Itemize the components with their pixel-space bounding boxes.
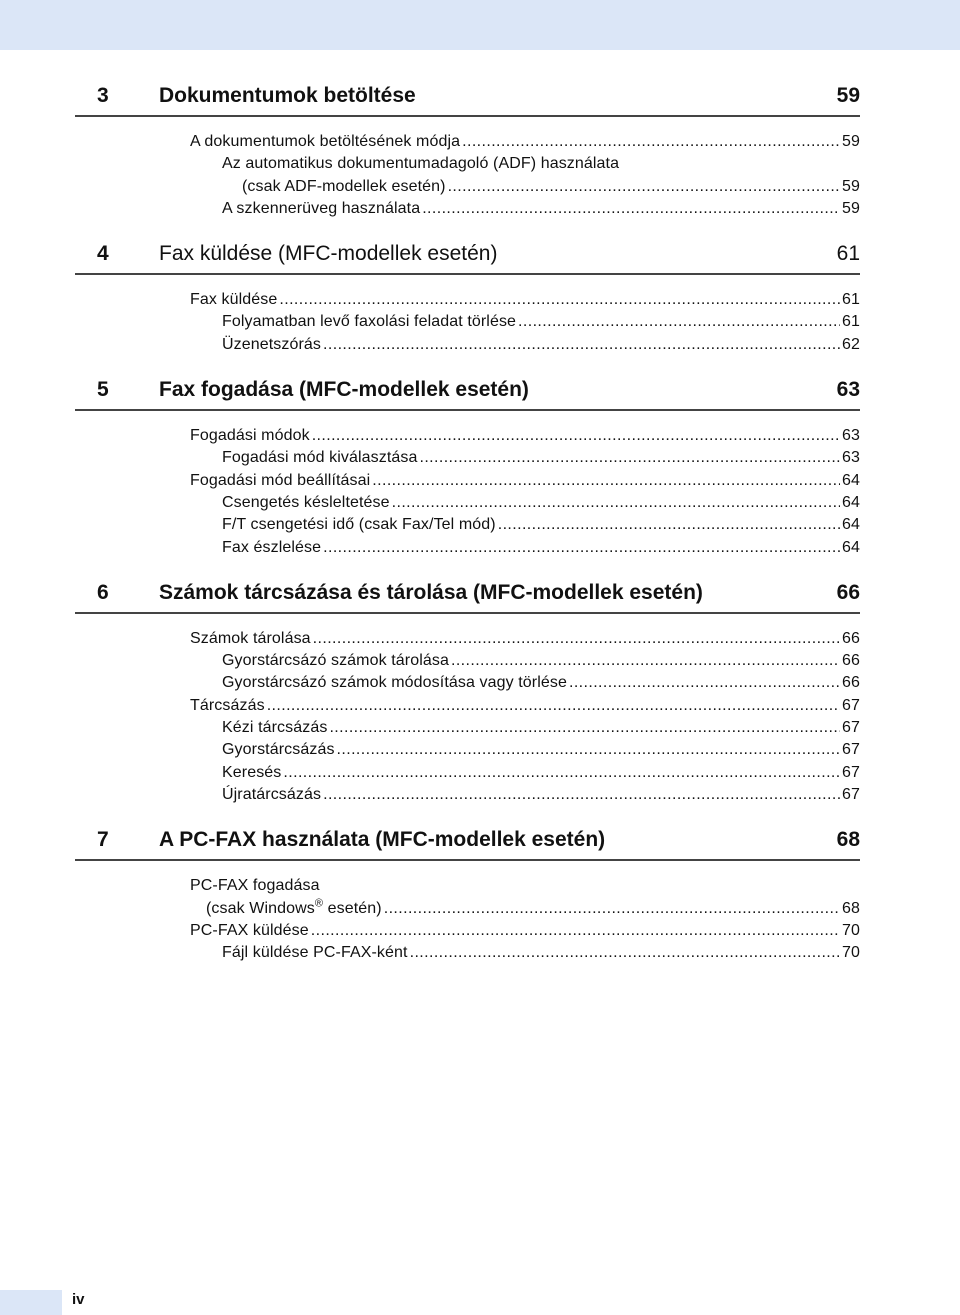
toc-entry-label-tail: esetén) bbox=[323, 899, 382, 917]
chapter-number: 5 bbox=[97, 378, 109, 402]
dot-leader bbox=[337, 739, 840, 761]
toc-entry-page: 67 bbox=[842, 696, 860, 714]
toc-entry[interactable] bbox=[75, 628, 860, 650]
toc-entry-page: 68 bbox=[842, 899, 860, 917]
dot-leader bbox=[422, 198, 840, 220]
footer-page-label: iv bbox=[72, 1291, 85, 1308]
toc-entry[interactable] bbox=[75, 762, 860, 784]
toc-entry-label: Keresés bbox=[222, 763, 282, 781]
toc-entry[interactable] bbox=[75, 492, 860, 514]
chapter-heading[interactable] bbox=[75, 84, 860, 117]
dot-leader bbox=[498, 514, 840, 536]
dot-leader bbox=[313, 628, 840, 650]
toc-entry-label: Gyorstárcsázó számok tárolása bbox=[222, 652, 449, 670]
registered-mark: ® bbox=[314, 897, 324, 910]
toc-entry[interactable] bbox=[75, 470, 860, 492]
toc-entry-label: PC-FAX küldése bbox=[190, 921, 309, 939]
toc-entry[interactable] bbox=[75, 717, 860, 739]
toc-entry-page: 63 bbox=[842, 427, 860, 445]
toc-entry-line1[interactable] bbox=[75, 875, 860, 897]
header-band bbox=[0, 0, 960, 50]
toc-entry-page: 70 bbox=[842, 921, 860, 939]
chapter-4 bbox=[75, 242, 860, 356]
toc-entry-page: 70 bbox=[842, 944, 860, 962]
toc-entry-page: 66 bbox=[842, 629, 860, 647]
chapter-number: 3 bbox=[97, 84, 109, 107]
chapter-title: Számok tárcsázása és tárolása (MFC-modellek esetén) bbox=[159, 580, 703, 604]
chapter-page: 59 bbox=[836, 84, 860, 107]
toc-entry[interactable] bbox=[75, 920, 860, 942]
toc-entry-page: 67 bbox=[842, 763, 860, 781]
toc-entry[interactable] bbox=[75, 176, 860, 198]
toc-entry-page: 67 bbox=[842, 719, 860, 737]
chapter-5 bbox=[75, 378, 860, 559]
toc-entry-label: Újratárcsázás bbox=[222, 785, 322, 803]
chapter-page: 68 bbox=[836, 828, 860, 852]
dot-leader bbox=[462, 131, 840, 153]
toc-entry-page: 59 bbox=[842, 199, 860, 217]
toc-entry-label: Fogadási módok bbox=[190, 427, 310, 445]
chapter-heading[interactable] bbox=[75, 581, 860, 614]
chapter-number: 4 bbox=[97, 242, 109, 266]
toc-entry-page: 66 bbox=[842, 674, 860, 692]
toc-entry[interactable] bbox=[75, 311, 860, 333]
dot-leader bbox=[419, 447, 840, 469]
toc-entry-page: 59 bbox=[842, 133, 860, 150]
toc-entry-label: Gyorstárcsázás bbox=[222, 741, 335, 759]
chapter-title: Fax küldése (MFC-modellek esetén) bbox=[159, 242, 498, 266]
toc-entry-label: (csak ADF-modellek esetén) bbox=[242, 177, 446, 195]
dot-leader bbox=[329, 717, 840, 739]
chapter-page: 63 bbox=[836, 378, 860, 402]
toc-entry-page: 61 bbox=[842, 291, 860, 309]
dot-leader bbox=[311, 920, 840, 942]
toc-entry-page: 62 bbox=[842, 335, 860, 353]
toc-entry[interactable] bbox=[75, 672, 860, 694]
chapter-title: Fax fogadása (MFC-modellek esetén) bbox=[159, 378, 529, 402]
chapter-heading[interactable] bbox=[75, 828, 860, 861]
dot-leader bbox=[312, 425, 840, 447]
table-of-contents bbox=[75, 84, 860, 986]
dot-leader bbox=[451, 650, 840, 672]
dot-leader bbox=[279, 289, 840, 311]
toc-entry[interactable] bbox=[75, 289, 860, 311]
toc-entry-label: Üzenetszórás bbox=[222, 335, 322, 353]
toc-entry-label: Az automatikus dokumentumadagoló (ADF) használata bbox=[222, 155, 620, 173]
toc-entry-label: Fájl küldése PC-FAX-ként bbox=[222, 944, 408, 962]
toc-entry-label: A dokumentumok betöltésének módja bbox=[190, 133, 461, 150]
toc-entry-page: 64 bbox=[842, 516, 860, 534]
chapter-number: 6 bbox=[97, 580, 109, 604]
dot-leader bbox=[372, 470, 840, 492]
toc-entry[interactable] bbox=[75, 334, 860, 356]
toc-entry-page: 61 bbox=[842, 313, 860, 331]
toc-entry-label: Csengetés késleltetése bbox=[222, 493, 390, 511]
chapter-title: A PC-FAX használata (MFC-modellek esetén) bbox=[159, 828, 606, 852]
toc-entry[interactable] bbox=[75, 514, 860, 536]
toc-entry[interactable] bbox=[75, 425, 860, 447]
dot-leader bbox=[569, 672, 840, 694]
toc-entry[interactable] bbox=[75, 198, 860, 220]
dot-leader bbox=[384, 898, 840, 920]
dot-leader bbox=[323, 537, 840, 559]
toc-entry-label: Gyorstárcsázó számok módosítása vagy törlése bbox=[222, 674, 567, 692]
dot-leader bbox=[323, 334, 840, 356]
toc-entry-page: 64 bbox=[842, 471, 860, 489]
toc-entry-page: 67 bbox=[842, 785, 860, 803]
chapter-page: 66 bbox=[836, 580, 860, 604]
toc-entry[interactable] bbox=[75, 942, 860, 964]
toc-entry-label: Folyamatban levő faxolási feladat törlése bbox=[222, 313, 517, 331]
toc-entry-page: 64 bbox=[842, 493, 860, 511]
dot-leader bbox=[410, 942, 840, 964]
chapter-6 bbox=[75, 581, 860, 806]
toc-entry-label: Tárcsázás bbox=[190, 696, 265, 714]
toc-entry[interactable] bbox=[75, 131, 860, 153]
toc-entry-page: 63 bbox=[842, 449, 860, 467]
toc-entry-label: Fogadási mód kiválasztása bbox=[222, 449, 418, 467]
dot-leader bbox=[283, 762, 840, 784]
toc-entry-label: Fax észlelése bbox=[222, 538, 322, 556]
toc-entry-label: A szkennerüveg használata bbox=[222, 199, 421, 217]
toc-entry-page: 59 bbox=[842, 177, 860, 195]
toc-entry-label: Fogadási mód beállításai bbox=[190, 471, 371, 489]
toc-entry[interactable] bbox=[75, 447, 860, 469]
toc-entry[interactable] bbox=[75, 784, 860, 806]
dot-leader bbox=[267, 695, 840, 717]
toc-entry-label: Számok tárolása bbox=[190, 629, 311, 647]
dot-leader bbox=[392, 492, 840, 514]
toc-entry[interactable] bbox=[75, 898, 860, 920]
toc-entry-label: Kézi tárcsázás bbox=[222, 719, 328, 737]
chapter-3 bbox=[75, 84, 860, 220]
dot-leader bbox=[518, 311, 840, 333]
dot-leader bbox=[323, 784, 840, 806]
toc-entry-label: PC-FAX fogadása bbox=[190, 877, 320, 895]
footer-tab bbox=[0, 1290, 62, 1315]
toc-entry-page: 66 bbox=[842, 652, 860, 670]
toc-entry-label-part: (csak Windows bbox=[206, 899, 315, 917]
toc-entry-page: 67 bbox=[842, 741, 860, 759]
dot-leader bbox=[448, 176, 840, 198]
toc-entry-label: Fax küldése bbox=[190, 291, 278, 309]
chapter-title: Dokumentumok betöltése bbox=[159, 84, 416, 107]
toc-entry[interactable] bbox=[75, 537, 860, 559]
toc-entry-label bbox=[206, 898, 382, 920]
toc-entry[interactable] bbox=[75, 695, 860, 717]
chapter-number: 7 bbox=[97, 828, 109, 852]
chapter-heading[interactable] bbox=[75, 242, 860, 275]
toc-entry-line1[interactable] bbox=[75, 153, 860, 175]
toc-entry[interactable] bbox=[75, 739, 860, 761]
chapter-heading[interactable] bbox=[75, 378, 860, 411]
toc-entry-page: 64 bbox=[842, 538, 860, 556]
toc-entry[interactable] bbox=[75, 650, 860, 672]
toc-entry-label: F/T csengetési idő (csak Fax/Tel mód) bbox=[222, 516, 496, 534]
chapter-page: 61 bbox=[836, 242, 860, 266]
chapter-7 bbox=[75, 828, 860, 964]
